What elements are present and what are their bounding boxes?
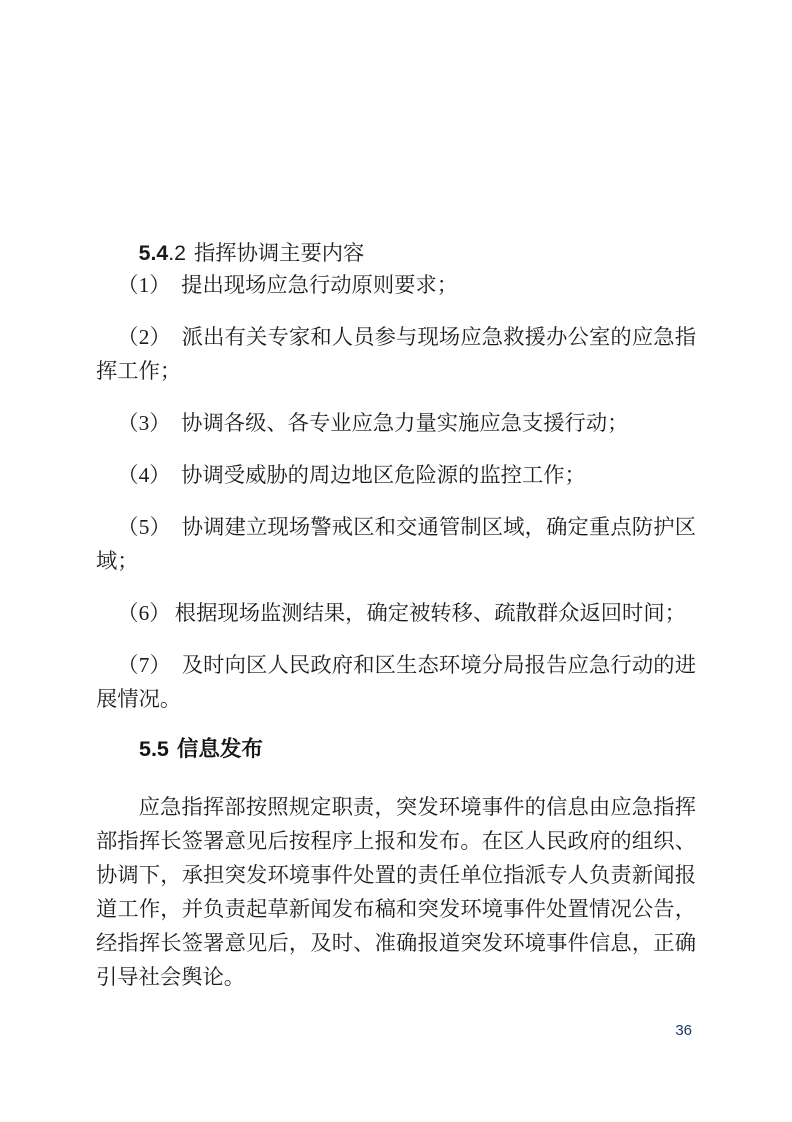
heading-number-bold: 5.4 [138,241,169,265]
heading-title: 指挥协调主要内容 [193,241,365,265]
heading-number-rest: .2 [168,241,186,265]
section-heading-5-4-2 [96,238,696,268]
body-paragraph: 应急指挥部按照规定职责，突发环境事件的信息由应急指挥部指挥长签署意见后按程序上报和发布。在区人民政府的组织、协调下，承担突发环境事件处置的责任单位指派专人负责新闻报道工作，并负责起草新闻发布稿和突发环境事件处置情况公告，经指挥长签署意见后，及时、准确报道突发环境事件信息，正确引导社会舆论。 [96,795,696,989]
clause-item-5: （5） 协调建立现场警戒区和交通管制区域，确定重点防护区域； [96,515,696,573]
section-title: 信息发布 [176,737,263,761]
page-number: 36 [675,1022,692,1039]
clause-item-1: （1） 提出现场应急行动原则要求； [117,273,459,297]
section-number: 5.5 [139,737,169,761]
clause-item-6: （6） 根据现场监测结果，确定被转移、疏散群众返回时间； [117,601,686,625]
clause-item-7: （7） 及时向区人民政府和区生态环境分局报告应急行动的进展情况。 [96,653,696,711]
clause-item-4: （4） 协调受威胁的周边地区危险源的监控工作； [117,463,586,487]
section-heading-5-5 [96,734,696,764]
clause-item-3: （3） 协调各级、各专业应急力量实施应急支援行动； [117,411,629,435]
page-content [96,238,696,994]
clause-item-2: （2） 派出有关专家和人员参与现场应急救援办公室的应急指挥工作； [96,325,696,383]
